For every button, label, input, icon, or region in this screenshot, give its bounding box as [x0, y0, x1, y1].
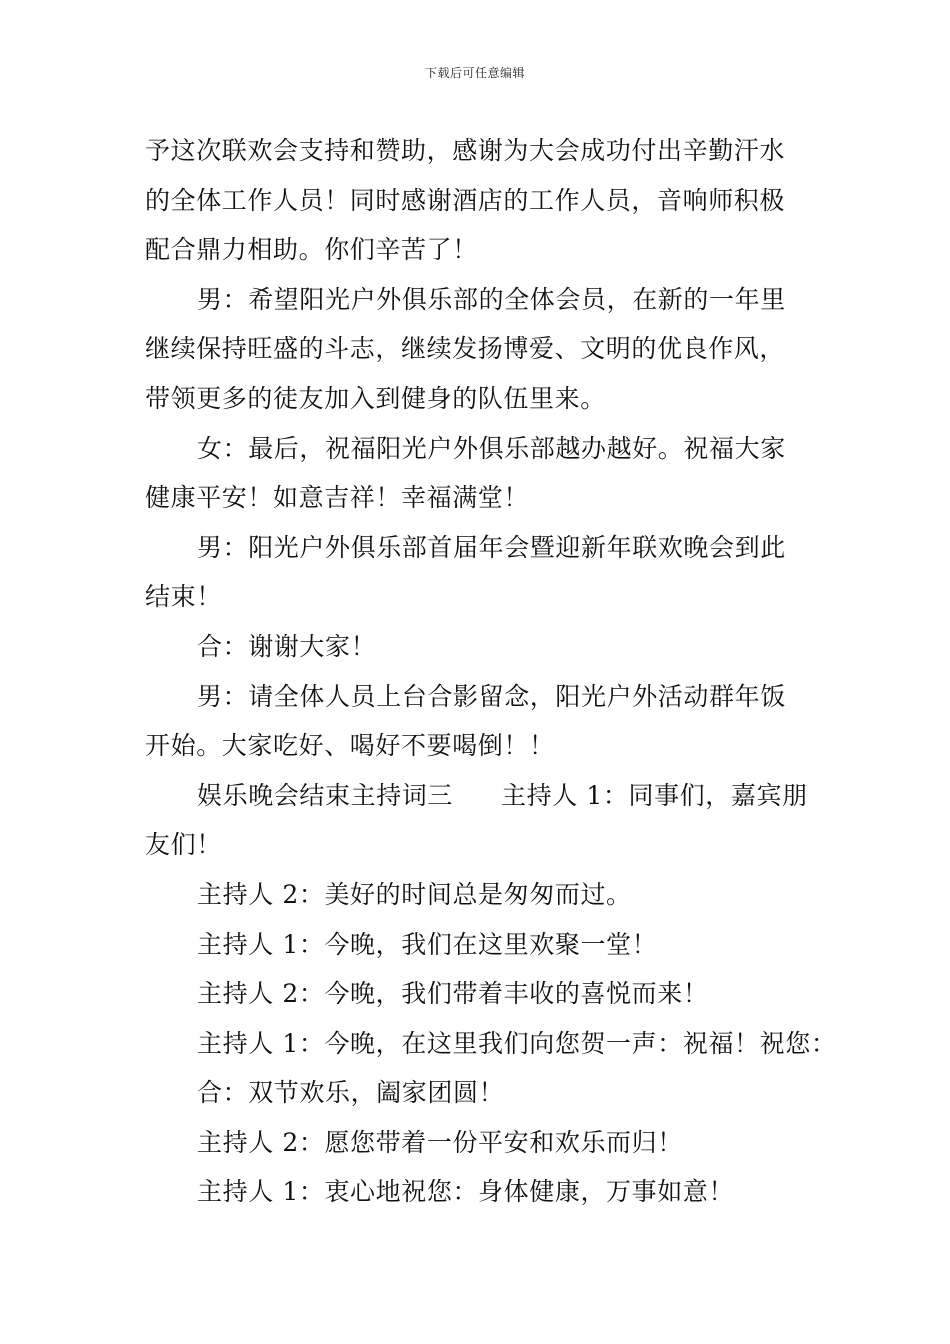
paragraph-start-line: 女：最后，祝福阳光户外俱乐部越办越好。祝福大家 [197, 433, 786, 463]
paragraph-start-line: 主持人 1：衷心地祝您：身体健康，万事如意！ [197, 1177, 735, 1207]
document-body [145, 126, 837, 1217]
text-line: 开始。大家吃好、喝好不要喝倒！！ [145, 731, 555, 761]
text-line: 配合鼎力相助。你们辛苦了！ [145, 235, 478, 265]
text-line: 健康平安！如意吉祥！幸福满堂！ [145, 483, 530, 513]
paragraph-start-line: 合：双节欢乐，阖家团圆！ [197, 1078, 505, 1108]
text-line: 结束！ [145, 582, 222, 612]
paragraph-start-line: 主持人 1：今晚，我们在这里欢聚一堂！ [197, 929, 658, 959]
section-title: 娱乐晚会结束主持词三 [197, 780, 454, 810]
paragraph-start-line: 主持人 2：愿您带着一份平安和欢乐而归！ [197, 1127, 683, 1157]
page-header: 下载后可任意编辑 [424, 66, 525, 80]
paragraph-start-line: 男：请全体人员上台合影留念，阳光户外活动群年饭 [197, 681, 786, 711]
text-line: 友们！ [145, 830, 222, 860]
paragraph-start-line: 主持人 2：美好的时间总是匆匆而过。 [197, 879, 632, 909]
paragraph-start-line: 男：阳光户外俱乐部首届年会暨迎新年联欢晚会到此 [197, 532, 786, 562]
text-line: 予这次联欢会支持和赞助，感谢为大会成功付出辛勤汗水 [145, 136, 786, 165]
section-title-line [145, 771, 810, 821]
text-line: 继续保持旺盛的斗志，继续发扬博爱、文明的优良作风， [145, 334, 786, 364]
paragraph-start-line: 合：谢谢大家！ [197, 631, 377, 661]
paragraph-start-line: 主持人 1：今晚，在这里我们向您贺一声：祝福！祝您： [197, 1028, 837, 1058]
paragraph-start-line: 主持人 2：今晚，我们带着丰收的喜悦而来！ [197, 979, 709, 1009]
text-line: 带领更多的徒友加入到健身的队伍里来。 [145, 383, 606, 413]
paragraph-start-line: 男：希望阳光户外俱乐部的全体会员，在新的一年里 [197, 284, 786, 314]
text-line: 的全体工作人员！同时感谢酒店的工作人员，音响师积极 [145, 185, 786, 215]
text-fragment: 主持人 1：同事们，嘉宾朋 [501, 780, 808, 810]
